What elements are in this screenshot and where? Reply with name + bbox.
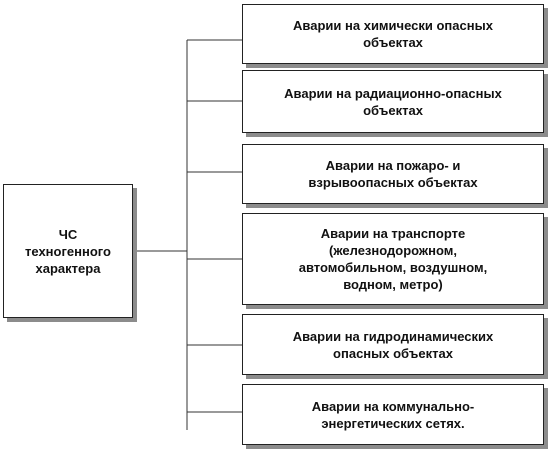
branch-label-transport: Аварии на транспорте (железнодорожном, автомобильном, воздушном, водном, метро)	[298, 226, 488, 292]
root-label: ЧС техногенного характера	[25, 226, 111, 276]
branch-box-utility	[242, 384, 544, 445]
branch-box-chemical	[242, 4, 544, 64]
branch-label-hydrodynamic: Аварии на гидродинамических опасных объектах	[292, 328, 494, 361]
branch-box-radiation	[242, 70, 544, 133]
root-box	[3, 184, 133, 318]
branch-label-radiation: Аварии на радиационно-опасных объектах	[284, 85, 502, 118]
branch-box-fire	[242, 144, 544, 204]
branch-label-chemical: Аварии на химически опасных объектах	[293, 18, 493, 50]
branch-label-fire: Аварии на пожаро- и взрывоопасных объектах	[308, 158, 478, 190]
branch-label-utility: Аварии на коммунально- энергетических сетях.	[311, 398, 475, 431]
branch-box-transport	[242, 213, 544, 305]
branch-box-hydrodynamic	[242, 314, 544, 375]
